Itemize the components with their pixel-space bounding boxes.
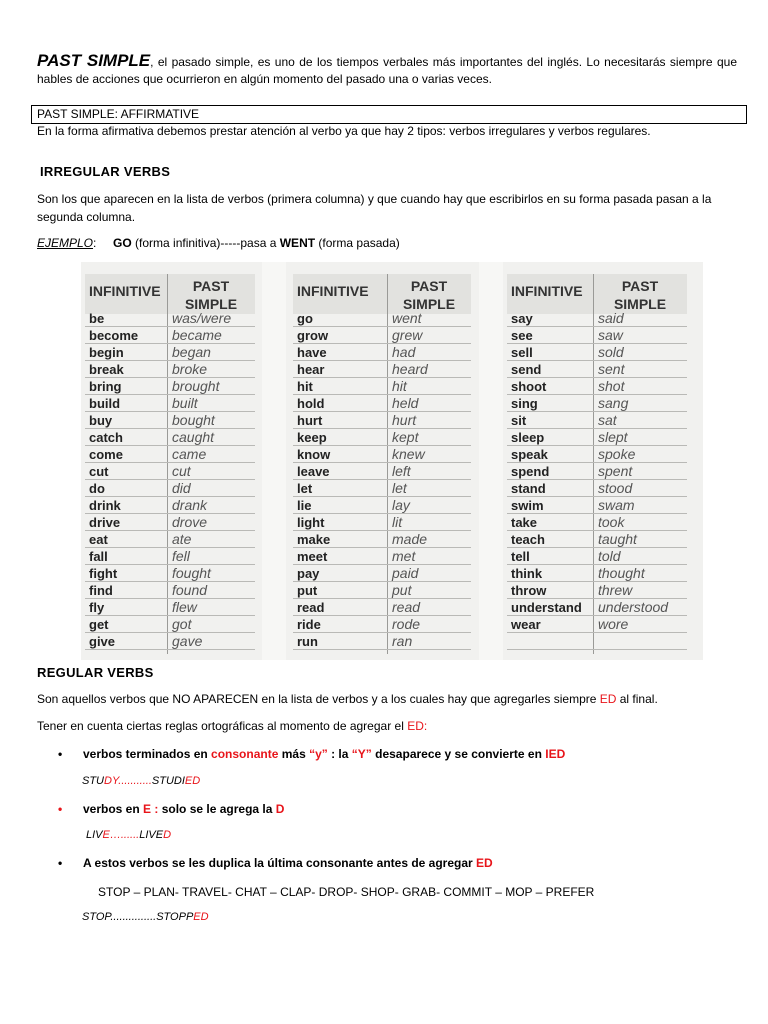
table-row — [85, 310, 255, 327]
past-simple-cell: made — [392, 531, 428, 547]
infinitive-cell: get — [89, 617, 109, 632]
table-row — [507, 616, 687, 633]
infinitive-cell: ride — [297, 617, 321, 632]
infinitive-cell: hurt — [297, 413, 323, 428]
past-simple-cell: broke — [172, 361, 208, 377]
regular-p1-ed: ED — [599, 692, 617, 706]
past-simple-cell: wore — [598, 616, 629, 632]
past-simple-cell: slept — [598, 429, 628, 445]
infinitive-cell: break — [89, 362, 124, 377]
past-simple-cell: sang — [598, 395, 629, 411]
regular-p1-end: al final. — [616, 692, 658, 706]
table-row — [85, 548, 255, 565]
ex3-result-stem: STOPP — [156, 911, 194, 923]
table-row — [507, 633, 687, 650]
regular-heading: REGULAR VERBS — [37, 665, 154, 680]
past-simple-cell: drove — [172, 514, 208, 530]
past-simple-cell: fell — [172, 548, 190, 564]
infinitive-cell: eat — [89, 532, 108, 547]
table-row — [85, 395, 255, 412]
infinitive-cell: read — [297, 600, 325, 615]
table-header — [293, 274, 471, 314]
table-row — [293, 565, 471, 582]
header-infinitive: INFINITIVE — [89, 283, 161, 299]
past-simple-cell: sent — [598, 361, 625, 377]
infinitive-cell: let — [297, 481, 313, 496]
irregular-verb-table — [81, 262, 703, 660]
ex2-stem: LIV — [86, 829, 103, 841]
infinitive-cell: shoot — [511, 379, 547, 394]
past-simple-cell: sold — [598, 344, 624, 360]
ex1-ending: DY — [104, 775, 119, 787]
table-row — [293, 480, 471, 497]
past-simple-cell: cut — [172, 463, 191, 479]
past-simple-cell: paid — [392, 565, 419, 581]
table-row — [85, 616, 255, 633]
infinitive-cell: spend — [511, 464, 550, 479]
past-simple-cell: built — [172, 395, 198, 411]
infinitive-cell: hear — [297, 362, 325, 377]
table-row — [507, 429, 687, 446]
table-row — [507, 599, 687, 616]
infinitive-cell: sing — [511, 396, 538, 411]
infinitive-cell: see — [511, 328, 533, 343]
table-row — [85, 446, 255, 463]
table-block-separator — [479, 262, 503, 660]
table-row — [293, 395, 471, 412]
table-row — [293, 344, 471, 361]
table-row — [507, 480, 687, 497]
bullet: • — [58, 747, 63, 761]
infinitive-cell: build — [89, 396, 121, 411]
past-simple-cell: put — [392, 582, 412, 598]
table-row — [507, 582, 687, 599]
infinitive-cell: drink — [89, 498, 121, 513]
infinitive-cell: light — [297, 515, 325, 530]
rule-1-y: “y” — [309, 747, 328, 761]
infinitive-cell: wear — [511, 617, 541, 632]
ex2-ending: E — [102, 829, 110, 841]
past-simple-cell: heard — [392, 361, 428, 377]
infinitive-cell: bring — [89, 379, 122, 394]
table-row — [507, 514, 687, 531]
rule-1-convierte: desaparece y se convierte en — [371, 747, 546, 761]
ex3-result-ending: ED — [193, 911, 209, 923]
past-simple-cell: drank — [172, 497, 208, 513]
infinitive-cell: take — [511, 515, 538, 530]
table-row — [293, 310, 471, 327]
table-row — [293, 616, 471, 633]
rule-1-consonante: consonante — [211, 747, 279, 761]
infinitive-cell: come — [89, 447, 123, 462]
header-past-simple — [387, 274, 471, 314]
infinitive-cell: drive — [89, 515, 121, 530]
header-infinitive: INFINITIVE — [297, 283, 369, 299]
infinitive-cell: fly — [89, 600, 105, 615]
rule-3 — [58, 856, 493, 870]
infinitive-cell: sleep — [511, 430, 545, 445]
infinitive-cell: make — [297, 532, 331, 547]
past-simple-cell: held — [392, 395, 419, 411]
infinitive-cell: cut — [89, 464, 109, 479]
table-row — [293, 633, 471, 650]
irregular-heading: IRREGULAR VERBS — [40, 164, 171, 179]
infinitive-cell: grow — [297, 328, 329, 343]
table-row — [507, 395, 687, 412]
table-row — [507, 565, 687, 582]
header-past-line-2: SIMPLE — [184, 296, 238, 312]
regular-p1-text: Son aquellos verbos que NO APARECEN en la lista de verbos y a los cuales hay que agregarles siempre — [37, 692, 600, 706]
table-row — [85, 463, 255, 480]
doubling-verb-list: STOP – PLAN- TRAVEL- CHAT – CLAP- DROP- SHOP- GRAB- COMMIT – MOP – PREFER — [98, 885, 595, 899]
past-simple-cell: ate — [172, 531, 192, 547]
ex3-dots: ............... — [110, 911, 157, 923]
rule-2-text: verbos en — [83, 802, 144, 816]
table-row — [293, 429, 471, 446]
past-simple-cell: hurt — [392, 412, 417, 428]
infinitive-cell: hold — [297, 396, 325, 411]
rule-3-text: A estos verbos se les duplica la última consonante antes de agregar — [83, 856, 477, 870]
rule-3-ed: ED — [476, 856, 493, 870]
past-simple-cell: let — [392, 480, 407, 496]
past-simple-cell: spent — [598, 463, 633, 479]
past-simple-cell: found — [172, 582, 208, 598]
table-row — [507, 310, 687, 327]
past-simple-cell: lit — [392, 514, 403, 530]
table-row — [85, 633, 255, 650]
rule-2-agrega: solo se le agrega la — [158, 802, 276, 816]
table-row — [85, 582, 255, 599]
table-row — [85, 497, 255, 514]
example-mid: (forma infinitiva)-----pasa a — [131, 236, 280, 250]
table-row — [85, 514, 255, 531]
table-row — [85, 344, 255, 361]
example-end: (forma pasada) — [315, 236, 400, 250]
infinitive-cell: stand — [511, 481, 546, 496]
table-row — [293, 327, 471, 344]
table-header — [85, 274, 255, 314]
intro-text: , el pasado simple, es uno de los tiempos verbales más importantes del inglés. Lo necesitarás siempre que hables de acciones que ocurrieron en algún momento del pasado una o varias veces. — [37, 55, 737, 86]
table-row — [85, 599, 255, 616]
ex2-result-stem: LIVE — [139, 829, 164, 841]
example-study — [82, 775, 200, 787]
infinitive-cell: find — [89, 583, 113, 598]
infinitive-cell: sit — [511, 413, 527, 428]
intro-paragraph — [37, 52, 737, 88]
infinitive-cell: fall — [89, 549, 108, 564]
past-simple-cell: met — [392, 548, 416, 564]
past-simple-cell: came — [172, 446, 207, 462]
table-row — [507, 361, 687, 378]
table-row — [85, 429, 255, 446]
past-simple-cell: thought — [598, 565, 645, 581]
table-row — [85, 480, 255, 497]
past-simple-cell: took — [598, 514, 625, 530]
ex1-dots: ........... — [118, 775, 152, 787]
infinitive-cell: swim — [511, 498, 544, 513]
infinitive-cell: put — [297, 583, 318, 598]
infinitive-cell: sell — [511, 345, 533, 360]
header-past-simple — [167, 274, 255, 314]
rule-2-d: D — [275, 802, 285, 816]
past-simple-cell: began — [172, 344, 211, 360]
infinitive-cell: pay — [297, 566, 320, 581]
table-row — [293, 446, 471, 463]
table-row — [293, 497, 471, 514]
table-row — [293, 548, 471, 565]
infinitive-cell: tell — [511, 549, 530, 564]
past-simple-cell: grew — [392, 327, 423, 343]
rule-1-ied: IED — [545, 747, 566, 761]
past-simple-cell: brought — [172, 378, 220, 394]
example-colon: : — [93, 236, 97, 250]
ex3-stem: STOP — [82, 911, 111, 923]
infinitive-cell: speak — [511, 447, 548, 462]
header-past-line-1: PAST — [192, 278, 230, 294]
past-simple-cell: did — [172, 480, 191, 496]
table-row — [507, 531, 687, 548]
infinitive-cell: send — [511, 362, 542, 377]
past-simple-cell: hit — [392, 378, 407, 394]
table-row — [85, 327, 255, 344]
ex1-stem: STU — [82, 775, 104, 787]
infinitive-cell: hit — [297, 379, 313, 394]
past-simple-cell: shot — [598, 378, 625, 394]
table-row — [293, 582, 471, 599]
past-simple-cell: had — [392, 344, 416, 360]
example-label: EJEMPLO — [37, 236, 94, 250]
affirmative-description: En la forma afirmativa debemos prestar atención al verbo ya que hay 2 tipos: verbos irregulares y verbos regulares. — [37, 124, 651, 138]
table-row — [85, 531, 255, 548]
infinitive-cell: become — [89, 328, 139, 343]
example-line — [37, 236, 400, 250]
past-simple-cell: swam — [598, 497, 635, 513]
ex2-dots: …...... — [109, 829, 140, 841]
infinitive-cell: begin — [89, 345, 124, 360]
header-past-line-2: SIMPLE — [402, 296, 456, 312]
past-simple-cell: rode — [392, 616, 421, 632]
table-row — [507, 497, 687, 514]
rule-2 — [58, 802, 284, 816]
rule-1-text: verbos terminados en — [83, 747, 212, 761]
past-simple-cell: fought — [172, 565, 211, 581]
table-row — [85, 378, 255, 395]
past-simple-cell: got — [172, 616, 192, 632]
past-simple-cell: spoke — [598, 446, 636, 462]
infinitive-cell: catch — [89, 430, 123, 445]
past-simple-cell: lay — [392, 497, 410, 513]
header-past-line-1: PAST — [410, 278, 448, 294]
past-simple-cell: became — [172, 327, 222, 343]
rule-2-e: E : — [143, 802, 159, 816]
table-block-separator — [262, 262, 286, 660]
table-row — [85, 361, 255, 378]
regular-p2-text: Tener en cuenta ciertas reglas ortográficas al momento de agregar el — [37, 719, 408, 733]
past-simple-cell: bought — [172, 412, 215, 428]
table-header — [507, 274, 687, 314]
infinitive-cell: teach — [511, 532, 545, 547]
irregular-paragraph: Son los que aparecen en la lista de verbos (primera columna) y que cuando hay que escribirlos en su forma pasada pasan a la segunda columna. — [37, 192, 712, 224]
infinitive-cell: meet — [297, 549, 328, 564]
infinitive-cell: be — [89, 311, 105, 326]
infinitive-cell: understand — [511, 600, 582, 615]
example-verb: GO — [113, 236, 132, 250]
rule-1-Y: “Y” — [351, 747, 372, 761]
infinitive-cell: run — [297, 634, 318, 649]
past-simple-cell: left — [392, 463, 411, 479]
header-infinitive: INFINITIVE — [511, 283, 583, 299]
bullet: • — [58, 802, 63, 816]
past-simple-cell: taught — [598, 531, 637, 547]
past-simple-cell: said — [598, 310, 624, 326]
bullet: • — [58, 856, 63, 870]
table-row — [85, 412, 255, 429]
past-simple-cell: gave — [172, 633, 203, 649]
past-simple-cell: threw — [598, 582, 633, 598]
infinitive-cell: leave — [297, 464, 330, 479]
header-past-line-1: PAST — [621, 278, 659, 294]
past-simple-cell: told — [598, 548, 621, 564]
table-row — [293, 412, 471, 429]
rule-1-mas: más — [278, 747, 310, 761]
infinitive-cell: know — [297, 447, 331, 462]
table-row — [507, 463, 687, 480]
table-row — [507, 378, 687, 395]
table-row — [293, 361, 471, 378]
intro-title: PAST SIMPLE — [37, 51, 151, 70]
regular-paragraph-2 — [37, 719, 427, 733]
infinitive-cell: give — [89, 634, 116, 649]
past-simple-cell: ran — [392, 633, 413, 649]
past-simple-cell: sat — [598, 412, 617, 428]
past-simple-cell: saw — [598, 327, 623, 343]
infinitive-cell: buy — [89, 413, 113, 428]
past-simple-cell: was/were — [172, 310, 232, 326]
rule-1-la: : la — [327, 747, 352, 761]
example-past: WENT — [279, 236, 316, 250]
past-simple-cell: stood — [598, 480, 633, 496]
rule-1 — [58, 747, 565, 761]
past-simple-cell: read — [392, 599, 421, 615]
table-row — [293, 378, 471, 395]
past-simple-cell: went — [392, 310, 422, 326]
past-simple-cell: caught — [172, 429, 215, 445]
table-row — [507, 446, 687, 463]
ex1-result-ending: ED — [184, 775, 201, 787]
regular-p2-ed: ED: — [407, 719, 428, 733]
past-simple-cell: kept — [392, 429, 419, 445]
example-live — [86, 829, 171, 841]
table-row — [507, 327, 687, 344]
table-row — [85, 565, 255, 582]
infinitive-cell: have — [297, 345, 327, 360]
table-row — [293, 514, 471, 531]
table-row — [293, 599, 471, 616]
table-row — [507, 344, 687, 361]
table-row — [507, 548, 687, 565]
header-past-line-2: SIMPLE — [613, 296, 667, 312]
infinitive-cell: think — [511, 566, 543, 581]
header-past-simple — [593, 274, 687, 314]
past-simple-cell: understood — [598, 599, 669, 615]
infinitive-cell: go — [297, 311, 313, 326]
infinitive-cell: lie — [297, 498, 312, 513]
infinitive-cell: fight — [89, 566, 118, 581]
past-simple-cell: flew — [172, 599, 197, 615]
table-row — [507, 412, 687, 429]
table-row — [293, 463, 471, 480]
regular-paragraph-1 — [37, 692, 658, 706]
infinitive-cell: keep — [297, 430, 327, 445]
table-row — [293, 531, 471, 548]
infinitive-cell: say — [511, 311, 533, 326]
example-stop — [82, 911, 209, 923]
ex2-result-ending: D — [163, 829, 172, 841]
affirmative-box: PAST SIMPLE: AFFIRMATIVE — [31, 105, 747, 124]
infinitive-cell: throw — [511, 583, 547, 598]
ex1-result-stem: STUDI — [151, 775, 185, 787]
infinitive-cell: do — [89, 481, 105, 496]
past-simple-cell: knew — [392, 446, 425, 462]
